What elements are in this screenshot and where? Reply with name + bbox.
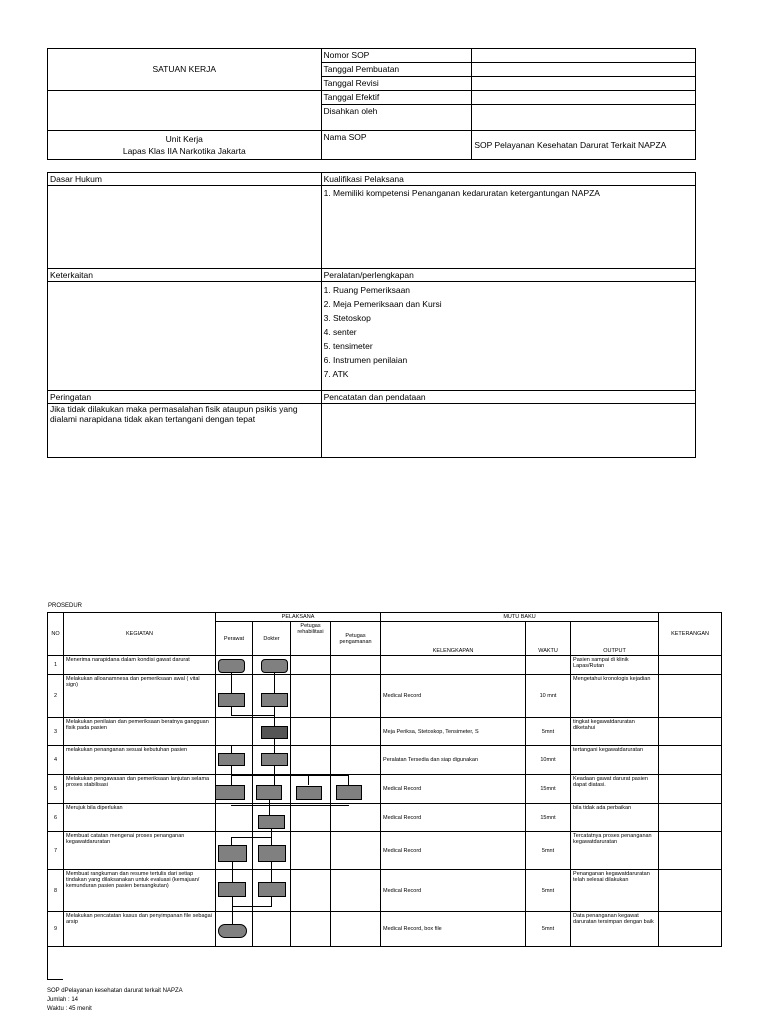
- tanggal-efektif-label: Tanggal Efektif: [321, 91, 472, 105]
- peralatan-list: [321, 282, 695, 391]
- peringatan-text: Jika tidak dilakukan maka permasalahan fisik ataupun psikis yang dialami narapidana tidak akan tertangani dengan tepat: [48, 404, 322, 458]
- cell-pengamanan: [331, 832, 381, 870]
- cell-keterangan: [659, 912, 722, 947]
- col-no: NO: [48, 613, 64, 656]
- cell-kelengkapan: Medical Record: [381, 832, 526, 870]
- cell-dokter: [253, 870, 291, 912]
- cell-rehab: [291, 775, 331, 804]
- cell-kegiatan: Melakukan pencatatan kasus dan penyimpanan file sebagai arsip: [64, 912, 216, 947]
- cell-dokter: [253, 832, 291, 870]
- tanggal-pembuatan-label: Tanggal Pembuatan: [321, 63, 472, 77]
- cell-dokter: [253, 718, 291, 746]
- col-dokter: Dokter: [253, 622, 291, 656]
- keterkaitan-label: Keterkaitan: [48, 269, 322, 282]
- cell-dokter: [253, 656, 291, 675]
- peralatan-label: Peralatan/perlengkapan: [321, 269, 695, 282]
- cell-perawat: [216, 832, 253, 870]
- cell-rehab: [291, 832, 331, 870]
- cell-kelengkapan: Medical Record: [381, 775, 526, 804]
- peralatan-item: 1. Ruang Pemeriksaan: [323, 285, 411, 295]
- dasar-hukum-value: [48, 186, 322, 269]
- cell-kelengkapan: Medical Record: [381, 804, 526, 832]
- cell-rehab: [291, 656, 331, 675]
- cell-output: Keadaan gawat darurat pasien dapat diatasi.: [571, 775, 659, 804]
- cell-dokter: [253, 775, 291, 804]
- dasar-hukum-label: Dasar Hukum: [48, 173, 322, 186]
- cell-perawat: [216, 775, 253, 804]
- cell-pengamanan: [331, 718, 381, 746]
- cell-waktu: 10mnt: [526, 746, 571, 775]
- cell-dokter: [253, 746, 291, 775]
- col-perawat: Perawat: [216, 622, 253, 656]
- cell-pengamanan: [331, 870, 381, 912]
- cell-rehab: [291, 718, 331, 746]
- kualifikasi-item: 1. Memiliki kompetensi Penanganan kedaruratan ketergantungan NAPZA: [321, 186, 695, 269]
- cell-keterangan: [659, 718, 722, 746]
- cell-pengamanan: [331, 746, 381, 775]
- cell-pengamanan: [331, 804, 381, 832]
- cell-output: Tercatatnya proses penanganan kegawatdaruratan: [571, 832, 659, 870]
- footer: [47, 987, 183, 1014]
- peralatan-item: 2. Meja Pemeriksaan dan Kursi: [323, 299, 442, 309]
- tanggal-revisi-label: Tanggal Revisi: [321, 77, 472, 91]
- cell-perawat: [216, 675, 253, 718]
- table-row: [48, 718, 722, 746]
- cell-output: bila tidak ada perbaikan: [571, 804, 659, 832]
- cell-kelengkapan: Peralatan Tersedia dan siap digunakan: [381, 746, 526, 775]
- col-pelaksana: PELAKSANA: [216, 613, 381, 622]
- cell-no: 3: [48, 718, 64, 746]
- cell-kelengkapan: [381, 656, 526, 675]
- cell-output: tertangani kegawatdaruratan: [571, 746, 659, 775]
- cell-rehab: [291, 675, 331, 718]
- cell-kegiatan: melakukan penanganan sesuai kebutuhan pasien: [64, 746, 216, 775]
- blank-cell: [48, 91, 322, 131]
- footer-sop: SOP dPelayanan kesehatan darurat terkait NAPZA: [47, 988, 183, 994]
- pencatatan-label: Pencatatan dan pendataan: [321, 391, 695, 404]
- table-row: [48, 832, 722, 870]
- satuan-kerja-label: SATUAN KERJA: [152, 64, 217, 74]
- table-row: [48, 912, 722, 947]
- cell-rehab: [291, 912, 331, 947]
- lapas-name: Lapas Klas IIA Narkotika Jakarta: [122, 146, 246, 156]
- prosedur-table: [47, 612, 722, 947]
- cell-no: 6: [48, 804, 64, 832]
- cell-kegiatan: Melakukan alloanamnesa dan pemeriksaan awal ( vital sign): [64, 675, 216, 718]
- cell-keterangan: [659, 675, 722, 718]
- cell-kelengkapan: Medical Record, box file: [381, 912, 526, 947]
- cell-output: Pasien sampai di klinik Lapas/Rutan: [571, 656, 659, 675]
- cell-perawat: [216, 804, 253, 832]
- cell-pengamanan: [331, 912, 381, 947]
- nomor-sop-value: [472, 49, 696, 63]
- cell-waktu: 5mnt: [526, 912, 571, 947]
- cell-kegiatan: Menerima narapidana dalam kondisi gawat darurat: [64, 656, 216, 675]
- sop-info-table: [47, 172, 696, 458]
- cell-keterangan: [659, 832, 722, 870]
- cell-waktu: [526, 656, 571, 675]
- col-keterangan: KETERANGAN: [659, 613, 722, 656]
- tanggal-pembuatan-value: [472, 63, 696, 77]
- nama-sop-label: Nama SOP: [321, 131, 472, 160]
- cell-output: Mengetahui kronologis kejadian: [571, 675, 659, 718]
- cell-keterangan: [659, 775, 722, 804]
- cell-keterangan: [659, 746, 722, 775]
- cell-rehab: [291, 746, 331, 775]
- cell-waktu: 15mnt: [526, 804, 571, 832]
- peralatan-item: 5. tensimeter: [323, 341, 373, 351]
- col-petugas-pengamanan: Petugas pengamanan: [331, 622, 381, 656]
- cell-dokter: [253, 912, 291, 947]
- cell-dokter: [253, 675, 291, 718]
- peralatan-item: 4. senter: [323, 327, 357, 337]
- cell-no: 8: [48, 870, 64, 912]
- table-row: [48, 870, 722, 912]
- cell-waktu: 10 mnt: [526, 675, 571, 718]
- unit-kerja-label: Unit Kerja: [165, 134, 203, 144]
- col-output: OUTPUT: [571, 622, 659, 656]
- col-kelengkapan: KELENGKAPAN: [381, 622, 526, 656]
- cell-dokter: [253, 804, 291, 832]
- cell-keterangan: [659, 656, 722, 675]
- cell-keterangan: [659, 870, 722, 912]
- col-mutu-baku: MUTU BAKU: [381, 613, 659, 622]
- tanggal-efektif-value: [472, 91, 696, 105]
- cell-waktu: 5mnt: [526, 870, 571, 912]
- cell-kegiatan: Membuat rangkuman dan resume tertulis dari setiap tindakan yang dilaksanakan untuk evaluasi (kemajuan/ kemunduran pasien pasien bersangkutan): [64, 870, 216, 912]
- cell-waktu: 5mnt: [526, 832, 571, 870]
- peralatan-item: 7. ATK: [323, 369, 349, 379]
- cell-perawat: [216, 718, 253, 746]
- footer-waktu: Waktu : 45 menit: [47, 1006, 92, 1012]
- cell-output: Penanganan kegawatdaruratan telah selesai dilakukan: [571, 870, 659, 912]
- peralatan-item: 3. Stetoskop: [323, 313, 371, 323]
- unit-kerja-cell: [48, 131, 322, 160]
- kualifikasi-label: Kualifikasi Pelaksana: [321, 173, 695, 186]
- cell-no: 9: [48, 912, 64, 947]
- cell-perawat: [216, 746, 253, 775]
- cell-no: 1: [48, 656, 64, 675]
- cell-kelengkapan: Medical Record: [381, 870, 526, 912]
- cell-output: tingkat kegawatdaruratan diketahui: [571, 718, 659, 746]
- prosedur-end-line: [47, 979, 63, 980]
- cell-pengamanan: [331, 656, 381, 675]
- sop-header-table: [47, 48, 696, 160]
- cell-waktu: 5mnt: [526, 718, 571, 746]
- prosedur-extension: [47, 946, 48, 979]
- col-petugas-rehabilitasi: Petugas rehabilitasi: [291, 622, 331, 656]
- peralatan-item: 6. Instrumen penilaian: [323, 355, 408, 365]
- keterkaitan-value: [48, 282, 322, 391]
- table-row: [48, 804, 722, 832]
- disahkan-oleh-label: Disahkan oleh: [321, 105, 472, 131]
- cell-waktu: 15mnt: [526, 775, 571, 804]
- cell-pengamanan: [331, 775, 381, 804]
- cell-keterangan: [659, 804, 722, 832]
- peringatan-label: Peringatan: [48, 391, 322, 404]
- cell-kegiatan: Membuat catatan mengenai proses penanganan kegawatdaruratan: [64, 832, 216, 870]
- cell-kegiatan: Melakukan pengawasan dan pemeriksaan lanjutan selama proses stabilisasi: [64, 775, 216, 804]
- cell-no: 4: [48, 746, 64, 775]
- cell-output: Data penanganan kegawat daruratan tersimpan dengan baik: [571, 912, 659, 947]
- cell-perawat: [216, 912, 253, 947]
- footer-jumlah: Jumlah : 14: [47, 997, 79, 1003]
- col-waktu: WAKTU: [526, 622, 571, 656]
- nama-sop-value: SOP Pelayanan Kesehatan Darurat Terkait NAPZA: [472, 131, 696, 160]
- cell-perawat: [216, 656, 253, 675]
- table-row: [48, 656, 722, 675]
- table-row: [48, 746, 722, 775]
- nomor-sop-label: Nomor SOP: [321, 49, 472, 63]
- cell-perawat: [216, 870, 253, 912]
- table-row: [48, 675, 722, 718]
- tanggal-revisi-value: [472, 77, 696, 91]
- cell-kelengkapan: Meja Periksa, Stetoskop, Tensimeter, S: [381, 718, 526, 746]
- satuan-kerja-cell: [48, 49, 322, 91]
- table-row: [48, 775, 722, 804]
- cell-kegiatan: Melakukan penilaian dan pemeriksaan beratnya gangguan fisik pada pasien: [64, 718, 216, 746]
- disahkan-oleh-value: [472, 105, 696, 131]
- cell-kelengkapan: Medical Record: [381, 675, 526, 718]
- cell-pengamanan: [331, 675, 381, 718]
- cell-rehab: [291, 804, 331, 832]
- cell-rehab: [291, 870, 331, 912]
- cell-no: 2: [48, 675, 64, 718]
- cell-no: 5: [48, 775, 64, 804]
- col-kegiatan: KEGIATAN: [64, 613, 216, 656]
- cell-kegiatan: Merujuk bila diperlukan: [64, 804, 216, 832]
- cell-no: 7: [48, 832, 64, 870]
- pencatatan-value: [321, 404, 695, 458]
- prosedur-title: PROSEDUR: [48, 603, 83, 609]
